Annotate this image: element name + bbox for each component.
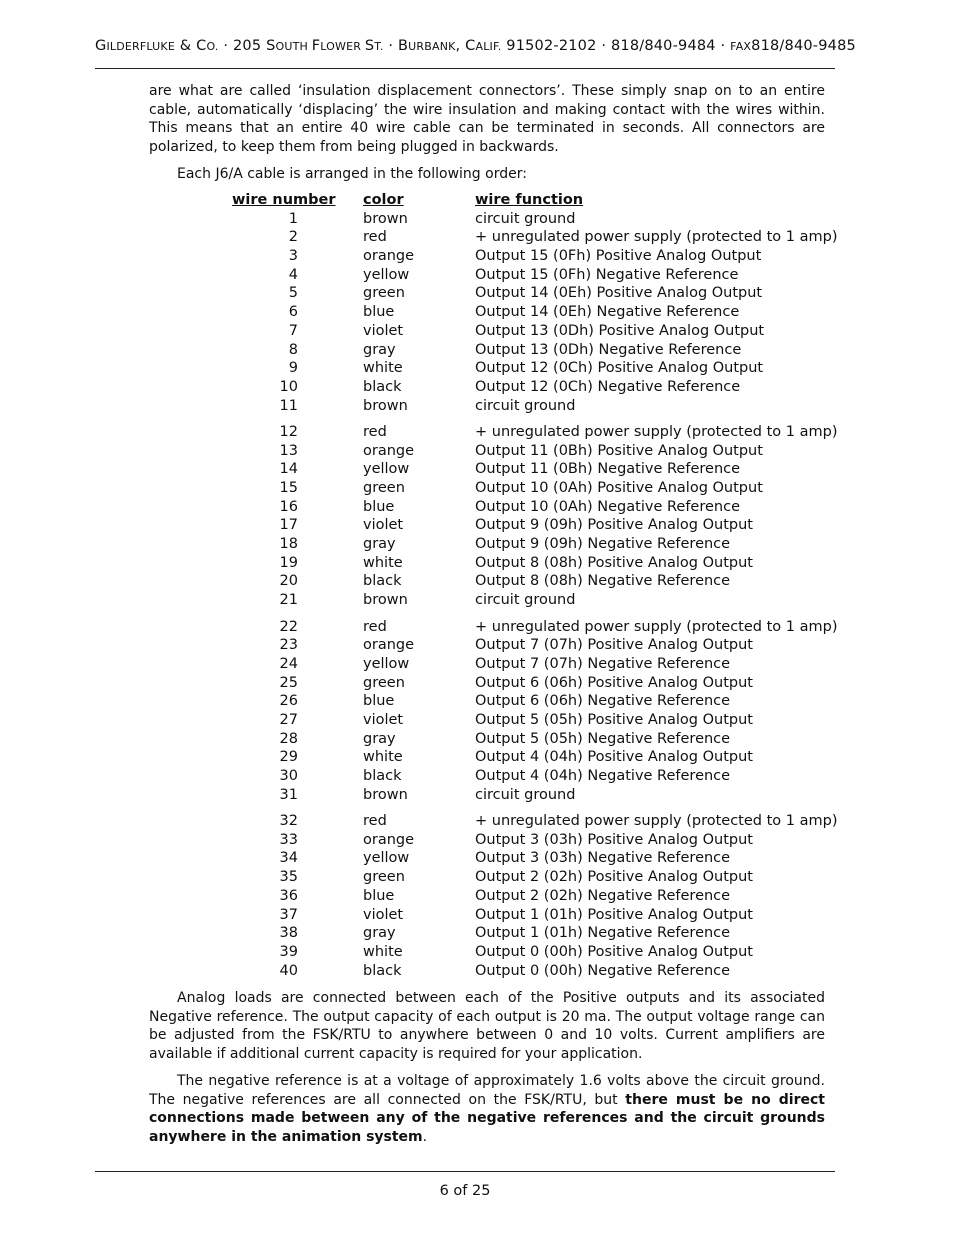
table-row — [0, 554, 954, 573]
group-spacer — [0, 415, 954, 423]
wire-number-cell: 16 — [279, 498, 298, 515]
wire-function-cell: Output 1 (01h) Positive Analog Output — [475, 906, 753, 923]
color-cell: violet — [363, 711, 404, 728]
wire-function-cell: Output 9 (09h) Positive Analog Output — [475, 517, 753, 534]
header-street-number: · 205 — [218, 38, 267, 54]
group-spacer — [0, 610, 954, 618]
wire-function-cell: Output 10 (0Ah) Positive Analog Output — [475, 480, 763, 496]
wire-number-cell: 15 — [279, 480, 298, 496]
header-south-rest: OUTH — [275, 40, 312, 53]
footer-divider — [95, 1171, 835, 1172]
wire-function-cell: Output 13 (0Dh) Negative Reference — [475, 341, 742, 358]
wire-number-cell: 25 — [279, 674, 298, 691]
header-co-initial: C — [196, 38, 207, 54]
negative-reference-paragraph — [149, 1072, 825, 1146]
table-row — [0, 442, 954, 461]
wire-function-cell: Output 0 (00h) Positive Analog Output — [475, 943, 753, 960]
wire-function-cell: Output 12 (0Ch) Negative Reference — [475, 378, 741, 395]
color-cell: gray — [363, 341, 396, 358]
wire-function-cell: circuit ground — [475, 592, 576, 609]
table-row — [0, 479, 954, 498]
wire-number-cell: 11 — [279, 397, 298, 414]
wire-table — [0, 191, 954, 980]
table-row — [0, 924, 954, 943]
wire-number-cell: 30 — [279, 768, 298, 784]
table-row — [0, 962, 954, 981]
color-cell: yellow — [363, 461, 410, 478]
table-row — [0, 423, 954, 442]
color-cell: brown — [363, 786, 408, 803]
wire-number-cell: 21 — [279, 592, 298, 609]
wire-number-cell: 8 — [288, 341, 298, 358]
wire-function-cell: Output 14 (0Eh) Negative Reference — [475, 304, 740, 321]
wire-number-cell: 4 — [288, 266, 298, 283]
wire-number-cell: 17 — [279, 517, 298, 534]
table-row — [0, 498, 954, 517]
wire-number-cell: 37 — [279, 906, 298, 923]
header-calif-initial: C — [465, 38, 476, 54]
wire-function-cell: Output 14 (0Eh) Positive Analog Output — [475, 285, 763, 302]
wire-number-cell: 10 — [279, 378, 298, 395]
table-row — [0, 655, 954, 674]
header-fax-label: FAX — [730, 40, 752, 53]
table-row — [0, 460, 954, 479]
warning-bold-text: there must be no direct connections made between any of the negative references and the circuit grounds anywhere in the animation system — [149, 1091, 825, 1145]
wire-number-cell: 31 — [279, 786, 298, 803]
wire-function-cell: Output 8 (08h) Negative Reference — [475, 573, 731, 590]
table-row — [0, 210, 954, 229]
header-flower-initial: F — [311, 38, 321, 54]
table-intro-paragraph: Each J6/A cable is arranged in the following order: — [177, 166, 527, 182]
color-cell: violet — [363, 322, 404, 339]
wire-function-cell: Output 8 (08h) Positive Analog Output — [475, 554, 753, 571]
header-flower-rest: LOWER — [320, 40, 365, 53]
color-cell: black — [363, 573, 402, 590]
wire-function-cell: Output 7 (07h) Positive Analog Output — [475, 637, 753, 654]
color-cell: orange — [363, 442, 415, 459]
header-st-initial: S — [364, 38, 375, 54]
wire-number-cell: 40 — [279, 962, 298, 979]
header-comma: , — [455, 38, 466, 54]
wire-function-cell: circuit ground — [475, 786, 576, 803]
color-cell: green — [363, 869, 405, 886]
wire-number-cell: 28 — [279, 730, 298, 747]
table-row — [0, 341, 954, 360]
wire-number-cell: 19 — [279, 554, 298, 571]
page-header — [95, 38, 856, 54]
wire-function-cell: Output 3 (03h) Negative Reference — [475, 850, 731, 867]
color-cell: white — [363, 360, 403, 377]
header-co-rest: O. — [206, 40, 219, 53]
wire-function-cell: Output 6 (06h) Positive Analog Output — [475, 674, 753, 691]
header-st-rest: T. — [374, 40, 384, 53]
analog-loads-paragraph: Analog loads are connected between each of the Positive outputs and its associated Negative reference. The output capacity of each output is 20 ma. The output voltage range can be adjusted from the FSK/RTU to anywhere between 0 and 10 volts. Current amplifiers are available if additional current capacity is required for your application. — [149, 990, 825, 1062]
wire-number-cell: 1 — [288, 210, 298, 227]
wire-function-cell: Output 6 (06h) Negative Reference — [475, 693, 731, 710]
table-row — [0, 906, 954, 925]
header-wire-function: wire function — [475, 192, 584, 208]
table-row — [0, 692, 954, 711]
table-row — [0, 887, 954, 906]
color-cell: brown — [363, 210, 408, 227]
color-cell: violet — [363, 517, 404, 534]
color-cell: green — [363, 674, 405, 691]
color-cell: blue — [363, 498, 395, 515]
wire-function-cell: Output 1 (01h) Negative Reference — [475, 925, 731, 942]
table-row — [0, 266, 954, 285]
header-separator: · — [383, 38, 398, 54]
table-row — [0, 303, 954, 322]
header-company-initial: G — [95, 38, 107, 54]
table-row — [0, 786, 954, 805]
table-row — [0, 397, 954, 416]
color-cell: orange — [363, 637, 415, 654]
table-row — [0, 674, 954, 693]
table-row — [0, 767, 954, 786]
color-cell: yellow — [363, 850, 410, 867]
table-row — [0, 636, 954, 655]
table-row — [0, 943, 954, 962]
table-row — [0, 748, 954, 767]
table-row — [0, 812, 954, 831]
table-row — [0, 849, 954, 868]
header-company-rest: ILDERFLUKE — [106, 40, 175, 53]
color-cell: green — [363, 285, 405, 302]
wire-function-cell: Output 13 (0Dh) Positive Analog Output — [475, 322, 765, 339]
color-cell: violet — [363, 906, 404, 923]
color-cell: brown — [363, 592, 408, 609]
wire-number-cell: 5 — [288, 285, 298, 302]
color-cell: brown — [363, 397, 408, 414]
wire-function-cell: Output 5 (05h) Negative Reference — [475, 730, 731, 747]
wire-number-cell: 2 — [288, 229, 298, 246]
header-zip-phone: 91502-2102 · 818/840-9484 · — [501, 38, 731, 54]
wire-function-cell: + unregulated power supply (protected to 1 amp) — [475, 229, 838, 246]
wire-function-cell: Output 2 (02h) Positive Analog Output — [475, 869, 753, 886]
header-fax-number: 818/840-9485 — [751, 38, 856, 54]
color-cell: white — [363, 943, 403, 960]
wire-function-cell: circuit ground — [475, 210, 576, 227]
color-cell: gray — [363, 730, 396, 747]
color-cell: red — [363, 229, 387, 246]
color-cell: blue — [363, 693, 395, 710]
wire-function-cell: Output 2 (02h) Negative Reference — [475, 887, 731, 904]
color-cell: red — [363, 618, 387, 635]
negative-reference-end: . — [422, 1128, 428, 1145]
table-row — [0, 228, 954, 247]
table-row — [0, 711, 954, 730]
table-row — [0, 247, 954, 266]
header-color: color — [363, 192, 404, 208]
wire-number-cell: 22 — [279, 618, 298, 635]
color-cell: black — [363, 768, 402, 784]
color-cell: white — [363, 554, 403, 571]
color-cell: gray — [363, 925, 396, 942]
page-number: 6 of 25 — [439, 1183, 491, 1199]
wire-function-cell: Output 3 (03h) Positive Analog Output — [475, 831, 753, 848]
wire-number-cell: 39 — [279, 943, 298, 960]
header-calif-rest: ALIF. — [475, 40, 502, 53]
wire-function-cell: Output 0 (00h) Negative Reference — [475, 962, 731, 979]
wire-function-cell: Output 11 (0Bh) Positive Analog Output — [475, 442, 763, 459]
wire-function-cell: Output 11 (0Bh) Negative Reference — [475, 461, 741, 478]
header-burbank-rest: URBANK — [408, 40, 456, 53]
wire-function-cell: Output 4 (04h) Positive Analog Output — [475, 749, 753, 766]
table-row — [0, 284, 954, 303]
table-row — [0, 359, 954, 378]
color-cell: red — [363, 813, 387, 830]
color-cell: gray — [363, 536, 396, 553]
wire-function-cell: Output 5 (05h) Positive Analog Output — [475, 711, 753, 728]
table-row — [0, 730, 954, 749]
wire-function-cell: Output 10 (0Ah) Negative Reference — [475, 498, 740, 515]
wire-number-cell: 24 — [279, 655, 298, 672]
wire-number-cell: 18 — [279, 536, 298, 553]
wire-number-cell: 12 — [279, 423, 298, 440]
negative-reference-text: The negative reference is at a voltage of approximately 1.6 volts above the circuit ground. The negative references are all connected on the FSK/RTU, but — [149, 1073, 825, 1108]
wire-function-cell: Output 7 (07h) Negative Reference — [475, 655, 731, 672]
header-divider — [95, 68, 835, 69]
intro-paragraph: are what are called ‘insulation displacement connectors’. These simply snap on to an entire cable, automatically ‘displacing’ the wire insulation and making contact with the wires within. This means that an entire 40 wire cable can be terminated in seconds. All connectors are polarized, to keep them from being plugged in backwards. — [149, 83, 825, 155]
wire-number-cell: 6 — [288, 304, 298, 321]
color-cell: yellow — [363, 655, 410, 672]
table-row — [0, 618, 954, 637]
table-header-row — [0, 191, 954, 210]
color-cell: black — [363, 378, 402, 395]
wire-function-cell: Output 9 (09h) Negative Reference — [475, 536, 731, 553]
table-row — [0, 535, 954, 554]
color-cell: green — [363, 480, 405, 496]
wire-function-cell: Output 12 (0Ch) Positive Analog Output — [475, 360, 764, 377]
table-row — [0, 516, 954, 535]
wire-number-cell: 35 — [279, 869, 298, 886]
wire-number-cell: 13 — [279, 442, 298, 459]
wire-function-cell: + unregulated power supply (protected to 1 amp) — [475, 813, 838, 830]
wire-function-cell: + unregulated power supply (protected to 1 amp) — [475, 423, 838, 440]
wire-number-cell: 20 — [279, 573, 298, 590]
color-cell: blue — [363, 887, 395, 904]
wire-number-cell: 14 — [279, 461, 298, 478]
wire-function-cell: Output 15 (0Fh) Negative Reference — [475, 266, 739, 283]
color-cell: black — [363, 962, 402, 979]
wire-function-cell: Output 15 (0Fh) Positive Analog Output — [475, 248, 762, 265]
table-row — [0, 831, 954, 850]
color-cell: red — [363, 423, 387, 440]
wire-function-cell: + unregulated power supply (protected to 1 amp) — [475, 618, 838, 635]
wire-number-cell: 7 — [288, 322, 298, 339]
color-cell: blue — [363, 304, 395, 321]
header-burbank-initial: B — [397, 38, 409, 54]
wire-number-cell: 38 — [279, 925, 298, 942]
color-cell: orange — [363, 248, 415, 265]
header-wire-number: wire number — [232, 192, 336, 208]
wire-function-cell: circuit ground — [475, 397, 576, 414]
wire-number-cell: 27 — [279, 711, 298, 728]
table-row — [0, 378, 954, 397]
wire-number-cell: 33 — [279, 831, 298, 848]
header-amp: & — [175, 38, 197, 54]
wire-number-cell: 3 — [288, 248, 298, 265]
wire-number-cell: 9 — [288, 360, 298, 377]
wire-number-cell: 26 — [279, 693, 298, 710]
header-south-initial: S — [266, 38, 276, 54]
wire-number-cell: 32 — [279, 813, 298, 830]
wire-number-cell: 23 — [279, 637, 298, 654]
color-cell: yellow — [363, 266, 410, 283]
table-row — [0, 868, 954, 887]
wire-number-cell: 29 — [279, 749, 298, 766]
wire-function-cell: Output 4 (04h) Negative Reference — [475, 768, 731, 784]
color-cell: orange — [363, 831, 415, 848]
color-cell: white — [363, 749, 403, 766]
wire-number-cell: 36 — [279, 887, 298, 904]
table-row — [0, 322, 954, 341]
group-spacer — [0, 804, 954, 812]
table-row — [0, 572, 954, 591]
table-row — [0, 591, 954, 610]
wire-number-cell: 34 — [279, 850, 298, 867]
